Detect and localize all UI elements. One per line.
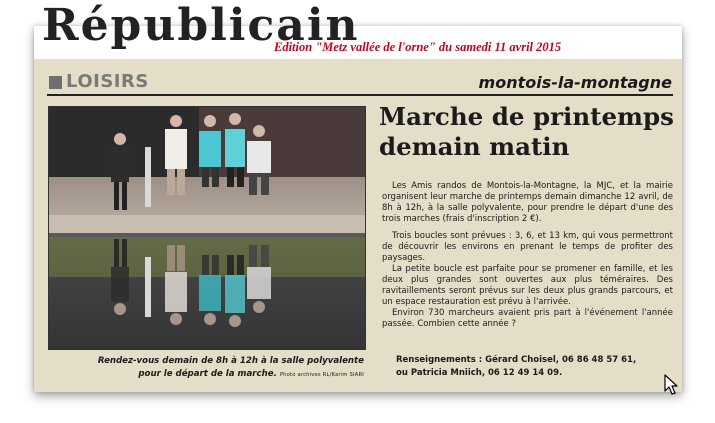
paragraph: Les Amis randos de Montois-la-Montagne, la MJC, et la mairie organisent leur marche de printemps demain dimanche 12 avril, de 8h à 12h, à la salle polyvalente, pour prendre le départ d'une des trois marches (frais d'inscription 2 €).	[382, 181, 673, 224]
caption-line-1: Rendez-vous demain de 8h à 12h à la salle polyvalente	[97, 356, 364, 366]
edition-line: Edition "Metz vallée de l'orne" du samedi 11 avril 2015	[274, 40, 562, 54]
newspaper-clipping	[34, 0, 682, 392]
contact-line-2: ou Patricia Mniich, 06 12 49 14 09.	[396, 367, 563, 378]
rubric-square-icon	[49, 76, 62, 89]
article-headline	[379, 102, 679, 162]
contact-info	[382, 354, 673, 379]
town-name: montois-la-montagne	[478, 73, 672, 92]
photo-caption	[48, 355, 364, 381]
paragraph: La petite boucle est parfaite pour se promener en famille, et les deux plus grandes sont ouvertes aux plus téméraires. Des ravitaillements seront prévus sur les deux plus grands parcours, et un espace restauration est prévu à l'arrivée.	[382, 264, 673, 307]
article-page	[34, 59, 682, 392]
hikers-reflection-image	[49, 107, 365, 349]
section-rubric: LOISIRS	[66, 71, 149, 92]
paragraph: Trois boucles sont prévues : 3, 6, et 13 km, qui vous permettront de découvrir les environs en prenant le temps de profiter des paysages.	[382, 231, 673, 263]
masthead-strip	[34, 0, 682, 56]
paragraph: Environ 730 marcheurs avaient pris part à l'événement l'année passée. Combien cette année ?	[382, 308, 673, 329]
mouse-pointer-icon	[664, 374, 680, 396]
photo-credit: Photo archives RL/Karim SIARI	[279, 371, 364, 378]
masthead-logo-fragment: Républicain	[42, 0, 360, 51]
headline-line-1: Marche de printemps	[379, 102, 674, 131]
headline-line-2: demain matin	[379, 132, 570, 161]
contact-line-1: Renseignements : Gérard Choisel, 06 86 48 57 61,	[396, 355, 637, 365]
article-body	[382, 181, 673, 330]
section-divider	[47, 94, 673, 96]
caption-line-2: pour le départ de la marche.	[138, 368, 277, 379]
article-photo	[48, 106, 366, 350]
caption-line-2-wrapper	[48, 368, 364, 382]
